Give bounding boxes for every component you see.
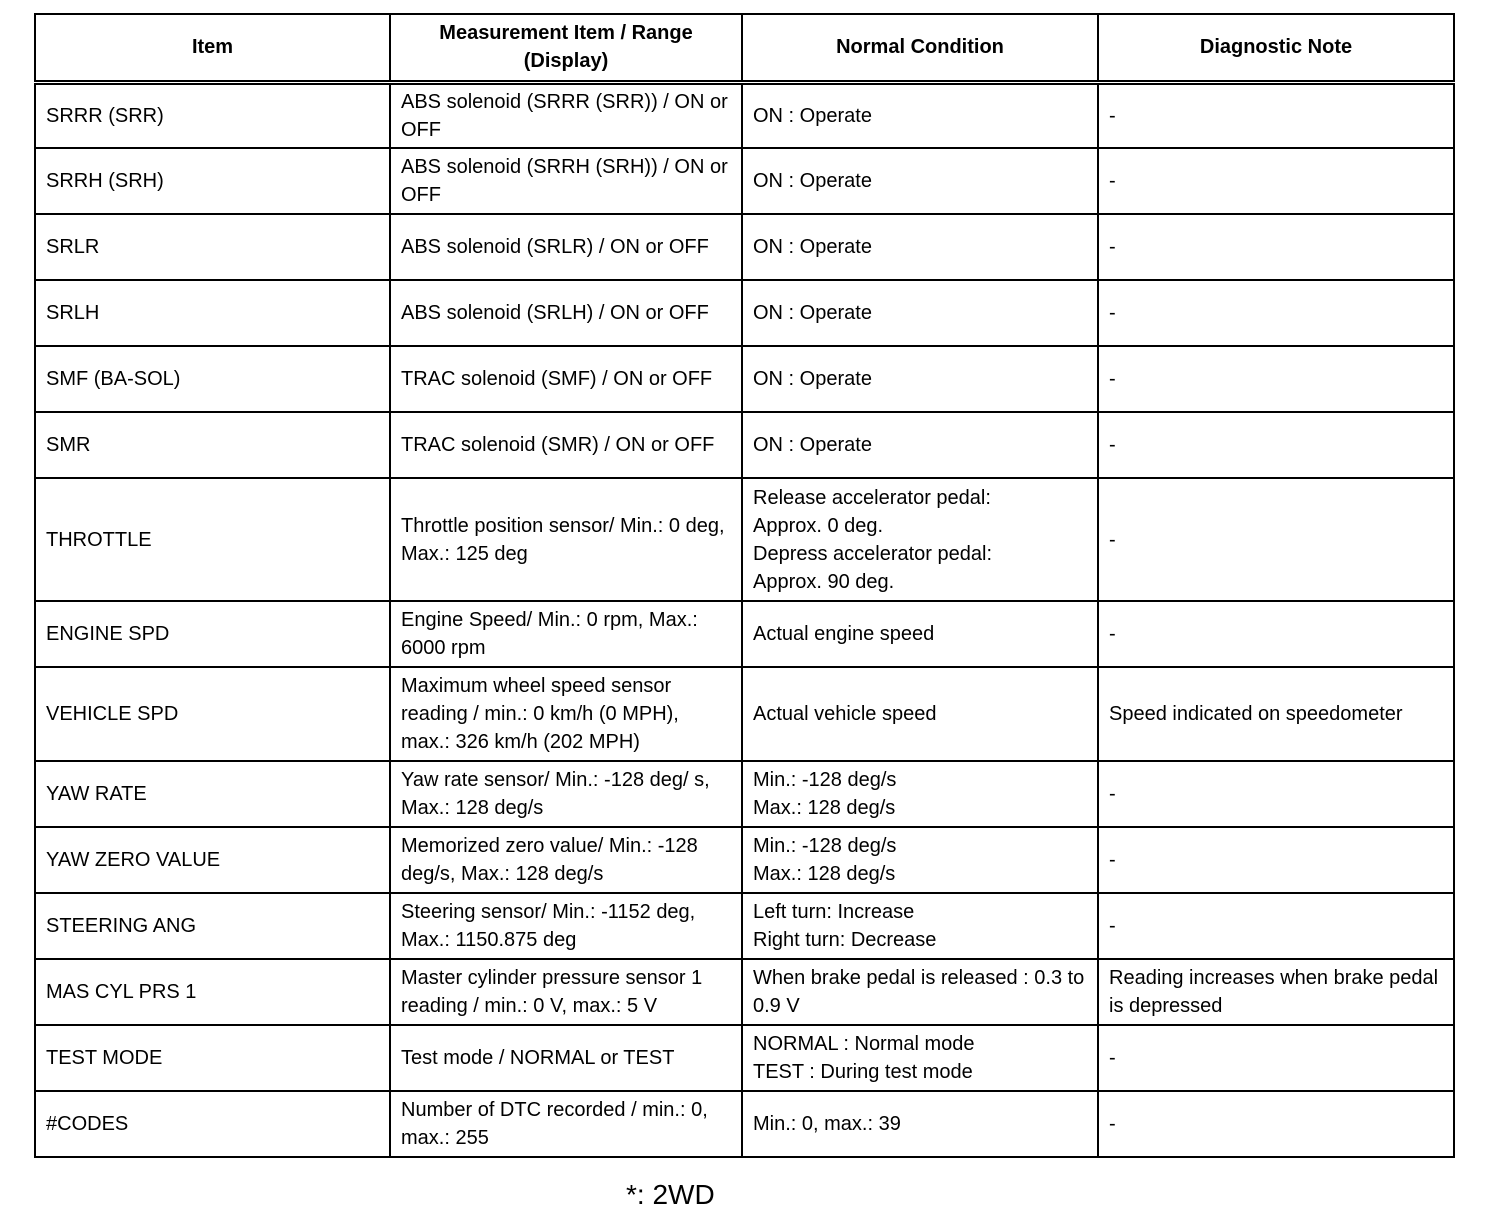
cell-measurement: Memorized zero value/ Min.: -128 deg/s, Max.: 128 deg/s — [390, 827, 742, 893]
cell-measurement: Number of DTC recorded / min.: 0, max.: 255 — [390, 1091, 742, 1157]
cell-item: THROTTLE — [35, 478, 390, 601]
table-row — [35, 1025, 1454, 1091]
cell-measurement: TRAC solenoid (SMR) / ON or OFF — [390, 412, 742, 478]
cell-diagnostic-note: - — [1098, 1091, 1454, 1157]
cell-item: SMF (BA-SOL) — [35, 346, 390, 412]
cell-normal-condition — [742, 346, 1098, 412]
normal-condition-line: Actual engine speed — [753, 623, 935, 645]
cell-normal-condition — [742, 1025, 1098, 1091]
cell-normal-condition — [742, 412, 1098, 478]
cell-diagnostic-note: - — [1098, 280, 1454, 346]
cell-measurement: Maximum wheel speed sensor reading / min.: 0 km/h (0 MPH), max.: 326 km/h (202 MPH) — [390, 667, 742, 761]
cell-item: SRLH — [35, 280, 390, 346]
cell-measurement: ABS solenoid (SRRH (SRH)) / ON or OFF — [390, 148, 742, 214]
table-row — [35, 667, 1454, 761]
cell-normal-condition — [742, 280, 1098, 346]
table-row — [35, 412, 1454, 478]
cell-measurement: ABS solenoid (SRRR (SRR)) / ON or OFF — [390, 82, 742, 148]
cell-measurement: ABS solenoid (SRLH) / ON or OFF — [390, 280, 742, 346]
normal-condition-line: ON : Operate — [753, 302, 872, 324]
normal-condition-line: ON : Operate — [753, 434, 872, 456]
cell-normal-condition — [742, 893, 1098, 959]
header-item: Item — [35, 14, 390, 82]
normal-condition-line: When brake pedal is released : 0.3 to 0.9 V — [753, 967, 1085, 1017]
cell-item: SMR — [35, 412, 390, 478]
cell-item: VEHICLE SPD — [35, 667, 390, 761]
normal-condition-line: Actual vehicle speed — [753, 703, 937, 725]
cell-normal-condition — [742, 478, 1098, 601]
cell-measurement: Engine Speed/ Min.: 0 rpm, Max.: 6000 rpm — [390, 601, 742, 667]
table-row — [35, 959, 1454, 1025]
normal-condition-line: Max.: 128 deg/s — [753, 863, 896, 885]
cell-measurement: Test mode / NORMAL or TEST — [390, 1025, 742, 1091]
cell-diagnostic-note: - — [1098, 412, 1454, 478]
cell-item: STEERING ANG — [35, 893, 390, 959]
cell-diagnostic-note: - — [1098, 827, 1454, 893]
cell-item: SRLR — [35, 214, 390, 280]
normal-condition-line: Approx. 0 deg. — [753, 514, 884, 537]
cell-diagnostic-note: - — [1098, 1025, 1454, 1091]
cell-diagnostic-note: - — [1098, 214, 1454, 280]
footnote: *: 2WD — [626, 1179, 715, 1210]
cell-normal-condition — [742, 601, 1098, 667]
cell-item: #CODES — [35, 1091, 390, 1157]
normal-condition-line: ON : Operate — [753, 104, 872, 127]
normal-condition-line: Approx. 90 deg. — [753, 570, 895, 593]
table-row — [35, 280, 1454, 346]
table-row — [35, 601, 1454, 667]
data-list-table — [34, 13, 1455, 1158]
normal-condition-line: NORMAL : Normal mode — [753, 1033, 975, 1055]
cell-normal-condition — [742, 761, 1098, 827]
cell-normal-condition — [742, 148, 1098, 214]
cell-diagnostic-note: Speed indicated on speedometer — [1098, 667, 1454, 761]
table-row — [35, 827, 1454, 893]
cell-item: SRRH (SRH) — [35, 148, 390, 214]
cell-measurement: TRAC solenoid (SMF) / ON or OFF — [390, 346, 742, 412]
cell-diagnostic-note: - — [1098, 601, 1454, 667]
cell-measurement: Steering sensor/ Min.: -1152 deg, Max.: 1150.875 deg — [390, 893, 742, 959]
normal-condition-line: Min.: 0, max.: 39 — [753, 1113, 901, 1135]
table-row — [35, 148, 1454, 214]
normal-condition-line: Right turn: Decrease — [753, 929, 937, 951]
cell-item: TEST MODE — [35, 1025, 390, 1091]
table-row — [35, 214, 1454, 280]
cell-diagnostic-note: - — [1098, 478, 1454, 601]
normal-condition-line: Min.: -128 deg/s — [753, 835, 897, 857]
cell-diagnostic-note: - — [1098, 761, 1454, 827]
cell-normal-condition — [742, 214, 1098, 280]
table-row — [35, 761, 1454, 827]
cell-diagnostic-note: - — [1098, 148, 1454, 214]
cell-measurement: ABS solenoid (SRLR) / ON or OFF — [390, 214, 742, 280]
normal-condition-line: TEST : During test mode — [753, 1061, 973, 1083]
cell-item: MAS CYL PRS 1 — [35, 959, 390, 1025]
normal-condition-line: ON : Operate — [753, 170, 872, 192]
cell-measurement: Throttle position sensor/ Min.: 0 deg, Max.: 125 deg — [390, 478, 742, 601]
table-row — [35, 478, 1454, 601]
cell-diagnostic-note: - — [1098, 893, 1454, 959]
cell-normal-condition — [742, 827, 1098, 893]
table-body — [35, 82, 1454, 1157]
cell-normal-condition — [742, 667, 1098, 761]
cell-normal-condition — [742, 1091, 1098, 1157]
normal-condition-line: Min.: -128 deg/s — [753, 769, 897, 791]
cell-diagnostic-note: - — [1098, 346, 1454, 412]
cell-item: YAW ZERO VALUE — [35, 827, 390, 893]
table-row — [35, 893, 1454, 959]
header-row — [35, 14, 1454, 82]
normal-condition-line: Depress accelerator pedal: — [753, 542, 993, 565]
normal-condition-line: Max.: 128 deg/s — [753, 797, 896, 819]
cell-item: YAW RATE — [35, 761, 390, 827]
header-diagnostic-note: Diagnostic Note — [1098, 14, 1454, 82]
table-row — [35, 1091, 1454, 1157]
normal-condition-line: Left turn: Increase — [753, 901, 915, 923]
cell-measurement: Master cylinder pressure sensor 1 reading / min.: 0 V, max.: 5 V — [390, 959, 742, 1025]
cell-item: ENGINE SPD — [35, 601, 390, 667]
table-row — [35, 82, 1454, 148]
normal-condition-line: Release accelerator pedal: — [753, 486, 991, 509]
normal-condition-line: ON : Operate — [753, 236, 872, 258]
header-measurement: Measurement Item / Range (Display) — [390, 14, 742, 82]
cell-measurement: Yaw rate sensor/ Min.: -128 deg/ s, Max.: 128 deg/s — [390, 761, 742, 827]
normal-condition-line: ON : Operate — [753, 368, 872, 390]
cell-diagnostic-note: Reading increases when brake pedal is depressed — [1098, 959, 1454, 1025]
cell-normal-condition — [742, 959, 1098, 1025]
header-normal-condition: Normal Condition — [742, 14, 1098, 82]
cell-diagnostic-note: - — [1098, 82, 1454, 148]
cell-item: SRRR (SRR) — [35, 82, 390, 148]
table-row — [35, 346, 1454, 412]
cell-normal-condition — [742, 82, 1098, 148]
